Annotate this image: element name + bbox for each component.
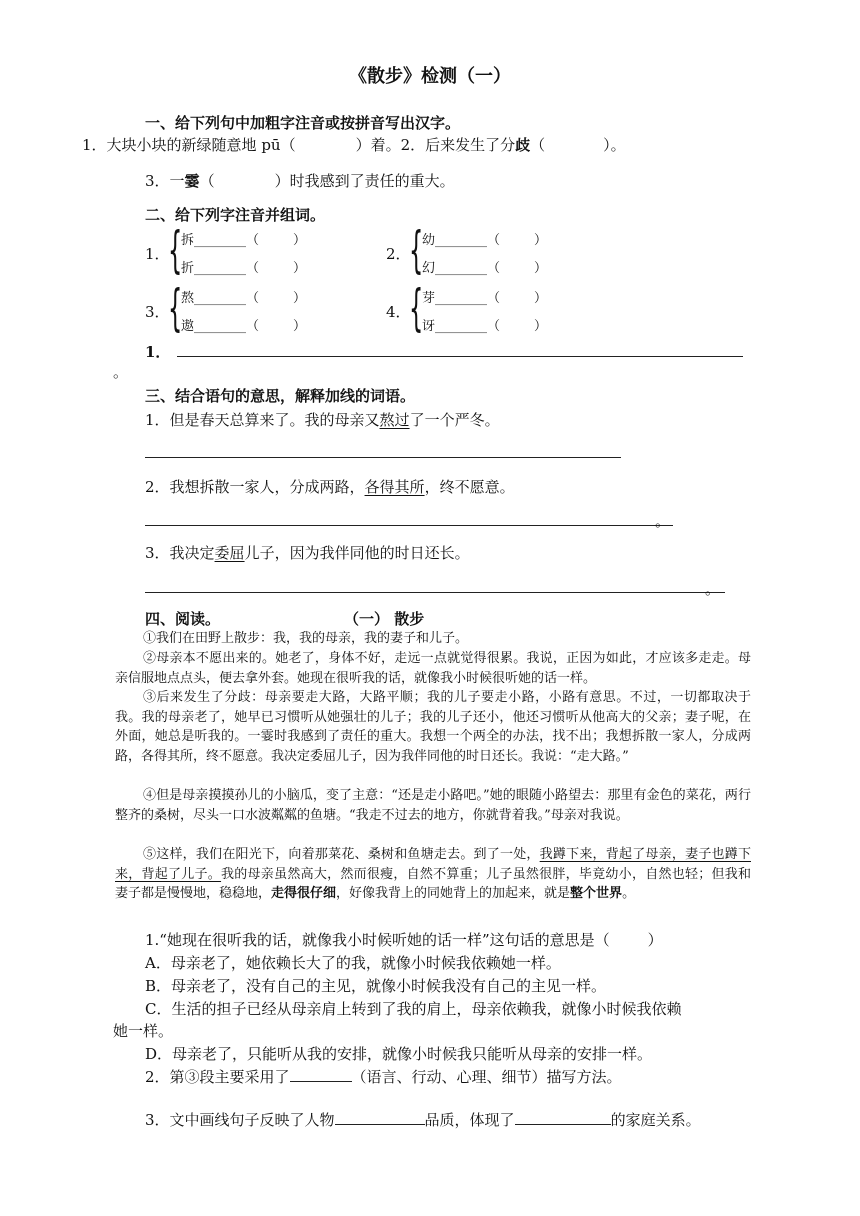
q-text: 3．我决定 — [145, 544, 215, 562]
underlined-word: 熬过 — [379, 411, 410, 429]
p5-text: 我的母亲虽然高大，然而很瘦，自然不算重；儿子虽然很胖，毕竟幼小，自然也轻；但我和妻子都是慢慢地，稳稳地， — [115, 866, 751, 902]
brace-icon: { — [168, 221, 183, 279]
option-c-cont: 她一样。 — [113, 1022, 174, 1040]
option-d[interactable]: D．母亲老了，只能听从我的安排，就像小时候我只能听从母亲的安排一样。 — [145, 1045, 653, 1063]
q-text: 2．第③段主要采用了 — [145, 1068, 290, 1086]
sec3-question-1 — [145, 409, 500, 430]
brace-icon: { — [168, 279, 183, 337]
p5-text: ⑤这样，我们在阳光下，向着那菜花、桑树和鱼塘走去。到了一处， — [143, 847, 540, 862]
q-text: ，终不愿意。 — [424, 478, 515, 496]
char-row[interactable] — [181, 287, 306, 306]
q-text: 儿子，因为我伴同他的时日还长。 — [244, 544, 470, 562]
q-text: 品质，体现了 — [424, 1111, 515, 1129]
brace-icon: { — [409, 221, 424, 279]
group-number: 4． — [386, 303, 411, 321]
char-text: 拆________（ — [181, 233, 260, 248]
sec1-question-3 — [145, 170, 455, 191]
char-row[interactable] — [181, 257, 306, 276]
char-text: 熬________（ — [181, 291, 260, 306]
close-paren: ） — [534, 291, 548, 306]
q-text: 的家庭关系。 — [610, 1111, 701, 1129]
close-paren: ） — [534, 261, 548, 276]
group-number: 1． — [145, 245, 170, 263]
close-paren: ） — [534, 233, 548, 248]
char-text: 讶________（ — [422, 319, 501, 334]
sec3-question-3 — [145, 542, 470, 563]
paragraph-2: ②母亲本不愿出来的。她老了，身体不好，走远一点就觉得很累。我说，正因为如此，才应该多走走。母亲信服地点点头，便去拿外套。她现在很听我的话，就像我小时候很听她的话一样。 — [115, 651, 751, 686]
section-2-heading: 二、给下列字注音并组词。 — [145, 206, 326, 224]
q3-text: 3．一 — [145, 172, 185, 190]
q3-text-d: ）时我感到了责任的重大。 — [274, 172, 455, 190]
sec3-question-2 — [145, 476, 515, 497]
close-paren: ） — [293, 319, 307, 334]
answer-line[interactable] — [177, 356, 743, 357]
q1-text: 1．大块小块的新绿随意地 pū（ — [82, 136, 296, 154]
bold-char: 霎 — [184, 172, 200, 190]
page-title: 《散步》检测（一） — [349, 66, 511, 87]
q-text: 了一个严冬。 — [409, 411, 500, 429]
bold-phrase: 整个世界 — [570, 886, 623, 902]
close-paren: ） — [534, 319, 548, 334]
char-row[interactable] — [422, 315, 547, 334]
option-b[interactable]: B．母亲老了，没有自己的主见，就像小时候我没有自己的主见一样。 — [145, 977, 607, 995]
char-row[interactable] — [422, 257, 547, 276]
section-4-heading: 四、阅读。 — [145, 610, 221, 628]
period: 。 — [113, 363, 129, 381]
q-text: （语言、行动、心理、细节）描写方法。 — [351, 1068, 622, 1086]
period: 。 — [705, 580, 721, 598]
answer-blank[interactable] — [290, 1067, 352, 1082]
answer-line[interactable] — [145, 457, 621, 458]
section-3-heading: 三、结合语句的意思，解释加线的词语。 — [145, 387, 416, 405]
char-text: 幻________（ — [422, 261, 501, 276]
bold-char: 歧 — [515, 136, 531, 154]
p5-text: ，好像我背上的同她背上的加起来，就是 — [336, 886, 571, 902]
answer-blank[interactable] — [335, 1110, 425, 1125]
char-text: 芽________（ — [422, 291, 501, 306]
underlined-sentence: 我蹲下来，背起了母亲，妻子也蹲下来，背起了儿子。 — [115, 847, 751, 882]
group-number: 2． — [386, 245, 411, 263]
reading-question-1 — [145, 929, 663, 950]
paragraph-3: ③后来发生了分歧：母亲要走大路，大路平顺；我的儿子要走小路，小路有意思。不过，一切都取决于我。我的母亲老了，她早已习惯听从她强壮的儿子；我的儿子还小，他还习惯听从他高大的父亲；妻子呢，在外面，她总是听我的。一霎时我感到了责任的重大。我想一个两全的办法，找不出；我想拆散一家人，分成两路，各得其所，终不愿意。我决定委屈儿子，因为我伴同他的时日还长。我说：“走大路。” — [115, 690, 751, 764]
close-paren: ） — [647, 931, 663, 949]
period: 。 — [655, 512, 671, 530]
paragraph-5 — [115, 845, 751, 904]
passage-title: （一） 散步 — [344, 610, 425, 628]
char-text: 幼________（ — [422, 233, 501, 248]
sec1-question-1 — [82, 134, 626, 155]
q-text: 1．但是春天总算来了。我的母亲又 — [145, 411, 380, 429]
char-row[interactable] — [422, 287, 547, 306]
paragraph-1: ①我们在田野上散步：我，我的母亲，我的妻子和儿子。 — [143, 631, 469, 646]
q1-text-e: ）。 — [603, 136, 626, 154]
underlined-word: 各得其所 — [364, 478, 425, 496]
answer-line[interactable] — [145, 525, 673, 526]
reading-question-2 — [145, 1066, 622, 1087]
char-row[interactable] — [181, 315, 306, 334]
char-row[interactable] — [181, 229, 306, 248]
char-text: 折________（ — [181, 261, 260, 276]
reading-question-3 — [145, 1109, 701, 1130]
fill-line-number: 1． — [145, 343, 171, 361]
close-paren: ） — [293, 291, 307, 306]
char-row[interactable] — [422, 229, 547, 248]
q3-text-c: （ — [199, 172, 215, 190]
group-number: 3． — [145, 303, 170, 321]
section-1-heading: 一、给下列句中加粗字注音或按拼音写出汉字。 — [145, 114, 461, 132]
char-text: 遨________（ — [181, 319, 260, 334]
brace-icon: { — [409, 279, 424, 337]
q-text: 3．文中画线句子反映了人物 — [145, 1111, 335, 1129]
p5-text: 。 — [622, 886, 636, 902]
paragraph-4: ④但是母亲摸摸孙儿的小脑瓜，变了主意：“还是走小路吧。”她的眼随小路望去：那里有金色的菜花，两行整齐的桑树，尽头一口水波粼粼的鱼塘。“我走不过去的地方，你就背着我。”母亲对我说。 — [115, 788, 751, 823]
bold-phrase: 走得很仔细 — [271, 886, 337, 902]
option-c[interactable]: C．生活的担子已经从母亲肩上转到了我的肩上，母亲依赖我，就像小时候我依赖 — [145, 1000, 682, 1018]
underlined-word: 委屈 — [214, 544, 245, 562]
q1-text-d: （ — [530, 136, 546, 154]
close-paren: ） — [293, 233, 307, 248]
q1-text-b: ）着。2．后来发生了分 — [355, 136, 516, 154]
close-paren: ） — [293, 261, 307, 276]
q-text: 1.“她现在很听我的话，就像我小时候听她的话一样”这句话的意思是（ — [145, 931, 610, 949]
option-a[interactable]: A．母亲老了，她依赖长大了的我，就像小时候我依赖她一样。 — [145, 954, 561, 972]
answer-line[interactable] — [145, 592, 725, 593]
answer-blank[interactable] — [515, 1110, 611, 1125]
q-text: 2．我想拆散一家人，分成两路， — [145, 478, 365, 496]
